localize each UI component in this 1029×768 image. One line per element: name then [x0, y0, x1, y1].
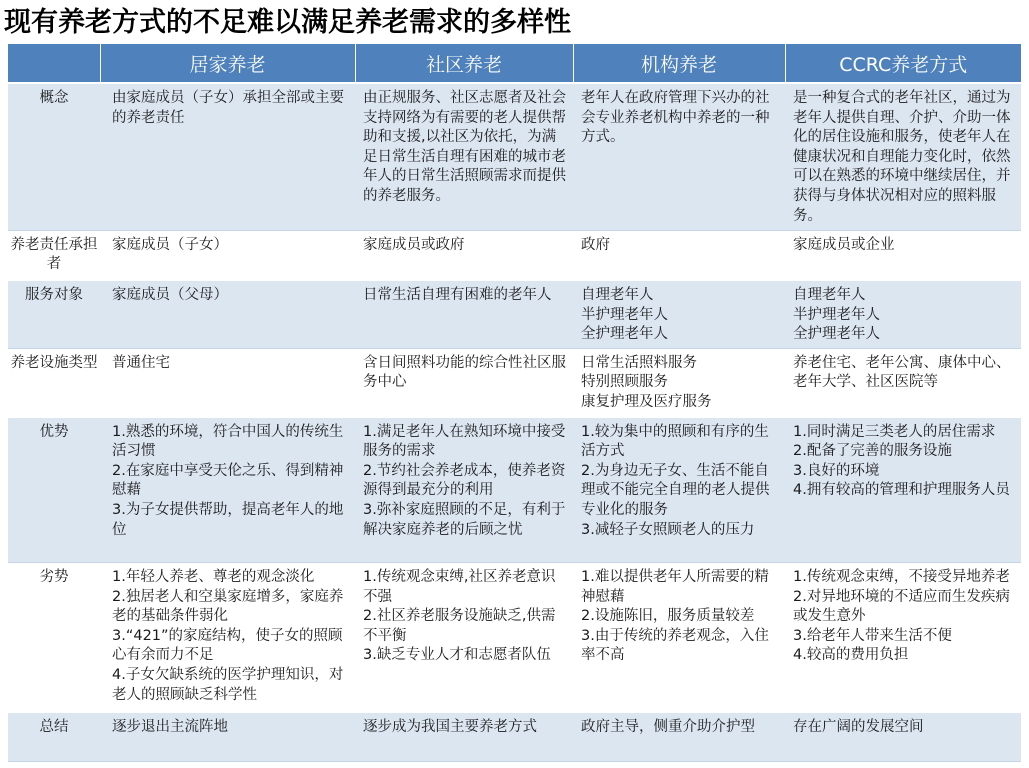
- header-home-care: 居家养老: [100, 44, 355, 83]
- cell-community-care: [355, 563, 573, 712]
- cell-community-care: 日常生活自理有困难的老年人: [355, 280, 573, 348]
- cell-institutional-care: [573, 280, 785, 348]
- cell-line: 3.缺乏专业人才和志愿者队伍: [363, 647, 551, 664]
- cell-home-care: 由家庭成员（子女）承担全部或主要的养老责任: [100, 83, 355, 230]
- row-label: 总结: [8, 712, 100, 762]
- table-row: [8, 280, 1021, 348]
- cell-home-care: [100, 563, 355, 712]
- cell-line: 全护理老年人: [793, 326, 880, 343]
- cell-line: 2.独居老人和空巢家庭增多，家庭养老的基础条件弱化: [112, 588, 344, 625]
- header-institutional-care: 机构养老: [573, 44, 785, 83]
- cell-community-care: 逐步成为我国主要养老方式: [355, 712, 573, 762]
- table-header-row: [8, 44, 1021, 83]
- cell-line: 1.同时满足三类老人的居住需求: [793, 423, 996, 440]
- cell-line: 3.良好的环境: [793, 462, 880, 479]
- cell-line: 1.较为集中的照顾和有序的生活方式: [581, 423, 769, 460]
- row-label: 优势: [8, 417, 100, 563]
- page-title: 现有养老方式的不足难以满足养老需求的多样性: [4, 7, 571, 38]
- cell-home-care: 家庭成员（父母）: [100, 280, 355, 348]
- row-label: 服务对象: [8, 280, 100, 348]
- cell-line: 半护理老年人: [793, 306, 880, 323]
- cell-line: 2.为身边无子女、生活不能自理或不能完全自理的老人提供专业化的服务: [581, 462, 770, 518]
- table-row: [8, 563, 1021, 712]
- cell-ccrc: 是一种复合式的老年社区，通过为老年人提供自理、介护、介助一体化的居住设施和服务，使老年人在健康状况和自理能力变化时，依然可以在熟悉的环境中继续居住，并获得与身体状况相对应的照料服务。: [785, 83, 1021, 230]
- cell-institutional-care: 政府主导，侧重介助介护型: [573, 712, 785, 762]
- cell-home-care: 普通住宅: [100, 348, 355, 416]
- cell-line: 3.由于传统的养老观念，入住率不高: [581, 627, 769, 664]
- table-row: [8, 230, 1021, 280]
- cell-line: 半护理老年人: [581, 306, 668, 323]
- cell-institutional-care: [573, 563, 785, 712]
- cell-community-care: 含日间照料功能的综合性社区服务中心: [355, 348, 573, 416]
- cell-community-care: 家庭成员或政府: [355, 230, 573, 280]
- cell-ccrc: 存在广阔的发展空间: [785, 712, 1021, 762]
- cell-line: 1.传统观念束缚,社区养老意识不强: [363, 569, 556, 605]
- cell-line: 3.减轻子女照顾老人的压力: [581, 521, 755, 538]
- row-label: 养老责任承担者: [8, 230, 100, 280]
- cell-line: 4.子女欠缺系统的医学护理知识，对老人的照顾缺乏科学性: [112, 667, 344, 703]
- cell-line: 2.社区养老服务设施缺乏,供需不平衡: [363, 608, 556, 644]
- header-corner: [8, 44, 100, 83]
- cell-line: 1.年轻人养老、尊老的观念淡化: [112, 569, 315, 586]
- row-label: 养老设施类型: [8, 348, 100, 416]
- cell-line: 自理老年人: [581, 287, 654, 303]
- header-ccrc: CCRC养老方式: [785, 44, 1021, 83]
- cell-line: 3.“421”的家庭结构，使子女的照顾心有余而力不足: [112, 627, 343, 664]
- cell-line: 1.熟悉的环境，符合中国人的传统生活习惯: [112, 423, 344, 460]
- cell-line: 2.在家庭中享受天伦之乐、得到精神慰藉: [112, 462, 344, 499]
- cell-home-care: 家庭成员（子女）: [100, 230, 355, 280]
- cell-line: 4.较高的费用负担: [793, 647, 909, 664]
- row-label: 劣势: [8, 563, 100, 712]
- cell-line: 2.节约社会养老成本，使养老资源得到最充分的利用: [363, 462, 566, 499]
- table-row: [8, 83, 1021, 230]
- cell-line: 1.满足老年人在熟知环境中接受服务的需求: [363, 423, 566, 460]
- cell-institutional-care: [573, 417, 785, 563]
- cell-community-care: 由正规服务、社区志愿者及社会支持网络为有需要的老人提供帮助和支援,以社区为依托，为满足日常生活自理有困难的城市老年人的日常生活照顾需求而提供的养老服务。: [355, 83, 573, 230]
- cell-ccrc: [785, 417, 1021, 563]
- cell-ccrc: 养老住宅、老年公寓、康体中心、老年大学、社区医院等: [785, 348, 1021, 416]
- cell-institutional-care: [573, 348, 785, 416]
- cell-line: 2.配备了完善的服务设施: [793, 443, 952, 460]
- row-label: 概念: [8, 83, 100, 230]
- header-community-care: 社区养老: [355, 44, 573, 83]
- cell-institutional-care: 老年人在政府管理下兴办的社会专业养老机构中养老的一种方式。: [573, 83, 785, 230]
- table-row: [8, 417, 1021, 563]
- cell-line: 3.为子女提供帮助，提高老年人的地位: [112, 501, 344, 538]
- cell-line: 3.弥补家庭照顾的不足，有利于解决家庭养老的后顾之忧: [363, 501, 566, 538]
- table-row: [8, 348, 1021, 416]
- cell-line: 1.难以提供老年人所需要的精神慰藉: [581, 569, 769, 605]
- cell-ccrc: [785, 280, 1021, 348]
- cell-line: 自理老年人: [793, 287, 866, 303]
- cell-home-care: 逐步退出主流阵地: [100, 712, 355, 762]
- cell-ccrc: [785, 563, 1021, 712]
- cell-line: 全护理老年人: [581, 326, 668, 343]
- cell-community-care: [355, 417, 573, 563]
- cell-institutional-care: 政府: [573, 230, 785, 280]
- cell-home-care: [100, 417, 355, 563]
- table-row: [8, 712, 1021, 762]
- cell-line: 2.设施陈旧，服务质量较差: [581, 608, 755, 625]
- cell-line: 2.对异地环境的不适应而生发疾病或发生意外: [793, 588, 1010, 625]
- cell-line: 特别照顾服务: [581, 374, 668, 391]
- cell-line: 康复护理及医疗服务: [581, 393, 712, 410]
- comparison-table: [8, 44, 1021, 762]
- cell-line: 4.拥有较高的管理和护理服务人员: [793, 482, 1010, 499]
- cell-line: 日常生活照料服务: [581, 354, 697, 371]
- cell-line: 3.给老年人带来生活不便: [793, 627, 952, 644]
- cell-line: 1.传统观念束缚，不接受异地养老: [793, 569, 1010, 586]
- cell-ccrc: 家庭成员或企业: [785, 230, 1021, 280]
